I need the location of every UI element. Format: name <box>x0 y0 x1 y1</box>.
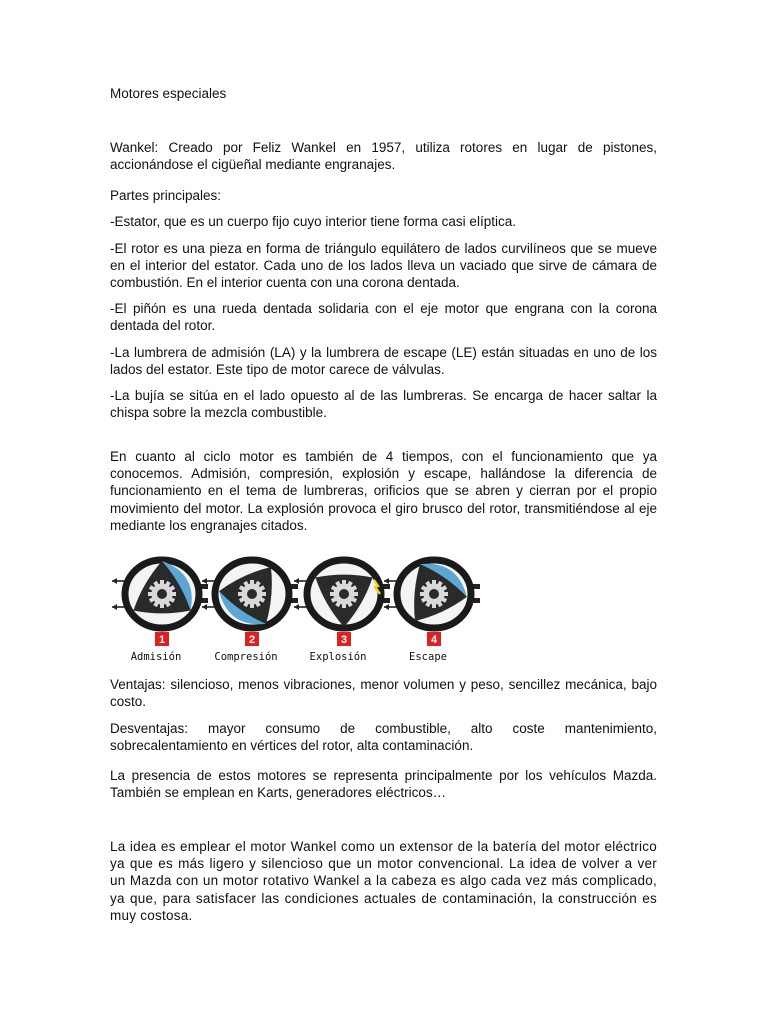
stage-number: 4 <box>430 634 438 646</box>
wankel-cycle-diagram <box>108 550 498 668</box>
paragraph-estator: -Estator, que es un cuerpo fijo cuyo interior tiene forma casi elíptica. <box>110 214 516 229</box>
stage-caption: Compresión <box>214 651 278 663</box>
paragraph-lumbreras: -La lumbrera de admisión (LA) y la lumbrera de escape (LE) están situadas en uno de los lados del estator. Este tipo de motor carece de válvulas. <box>110 345 657 378</box>
paragraph-ciclo-motor: En cuanto al ciclo motor es también de 4 tiempos, con el funcionamiento que ya conocemos. Admisión, compresión, explosión y escape, hallándose la diferencia de funcionamiento en el tema de lumbreras, orificios que se abren y cierran por el propio movimiento del motor. La explosión provoca el giro brusco del rotor, transmitiéndose al eje mediante los engranajes citados. <box>110 449 657 533</box>
stage-caption: Admisión <box>130 651 182 663</box>
paragraph-ventajas: Ventajas: silencioso, menos vibraciones, menor volumen y peso, sencillez mecánica, bajo costo. <box>110 677 657 710</box>
paragraph-pinon: -El piñón es una rueda dentada solidaria con el eje motor que engrana con la corona dentada del rotor. <box>110 301 657 334</box>
stage-3-illustration <box>294 560 390 663</box>
stage-4-illustration <box>384 560 480 663</box>
paragraph-rotor: -El rotor es una pieza en forma de triángulo equilátero de lados curvilíneos que se mueve en el interior del estator. Cada uno de los lados lleva un vaciado que sirve de cámara de combustión. En el interior cuenta con una corona dentada. <box>110 241 657 291</box>
stage-caption: Escape <box>409 651 447 663</box>
paragraph-parts-heading: Partes principales: <box>110 188 222 203</box>
paragraph-wankel-intro: Wankel: Creado por Feliz Wankel en 1957, utiliza rotores en lugar de pistones, accionándose el cigüeñal mediante engranajes. <box>110 140 657 173</box>
paragraph-desventajas: Desventajas: mayor consumo de combustible, alto coste mantenimiento, sobrecalentamiento en vértices del rotor, alta contaminación. <box>110 721 657 754</box>
stage-caption: Explosión <box>309 651 367 663</box>
stage-number: 3 <box>340 634 348 646</box>
document-title: Motores especiales <box>110 86 227 101</box>
stage-number: 2 <box>248 634 256 646</box>
paragraph-extensor: La idea es emplear el motor Wankel como un extensor de la batería del motor eléctrico ya que es más ligero y silencioso que un motor convencional. La idea de volver a ver un Mazda con un motor rotativo Wankel a la cabeza es algo cada vez más complicado, ya que, para satisfacer las condiciones actuales de contaminación, la construcción es muy costosa. <box>110 839 657 923</box>
stage-number: 1 <box>158 634 166 646</box>
stage-2-illustration <box>202 560 298 663</box>
paragraph-bujia: -La bujía se sitúa en el lado opuesto al de las lumbreras. Se encarga de hacer saltar la chispa sobre la mezcla combustible. <box>110 388 657 421</box>
stage-1-illustration <box>112 560 208 663</box>
wankel-cycle-figure <box>108 550 498 668</box>
paragraph-mazda: La presencia de estos motores se representa principalmente por los vehículos Mazda. También se emplean en Karts, generadores eléctricos… <box>110 768 657 801</box>
